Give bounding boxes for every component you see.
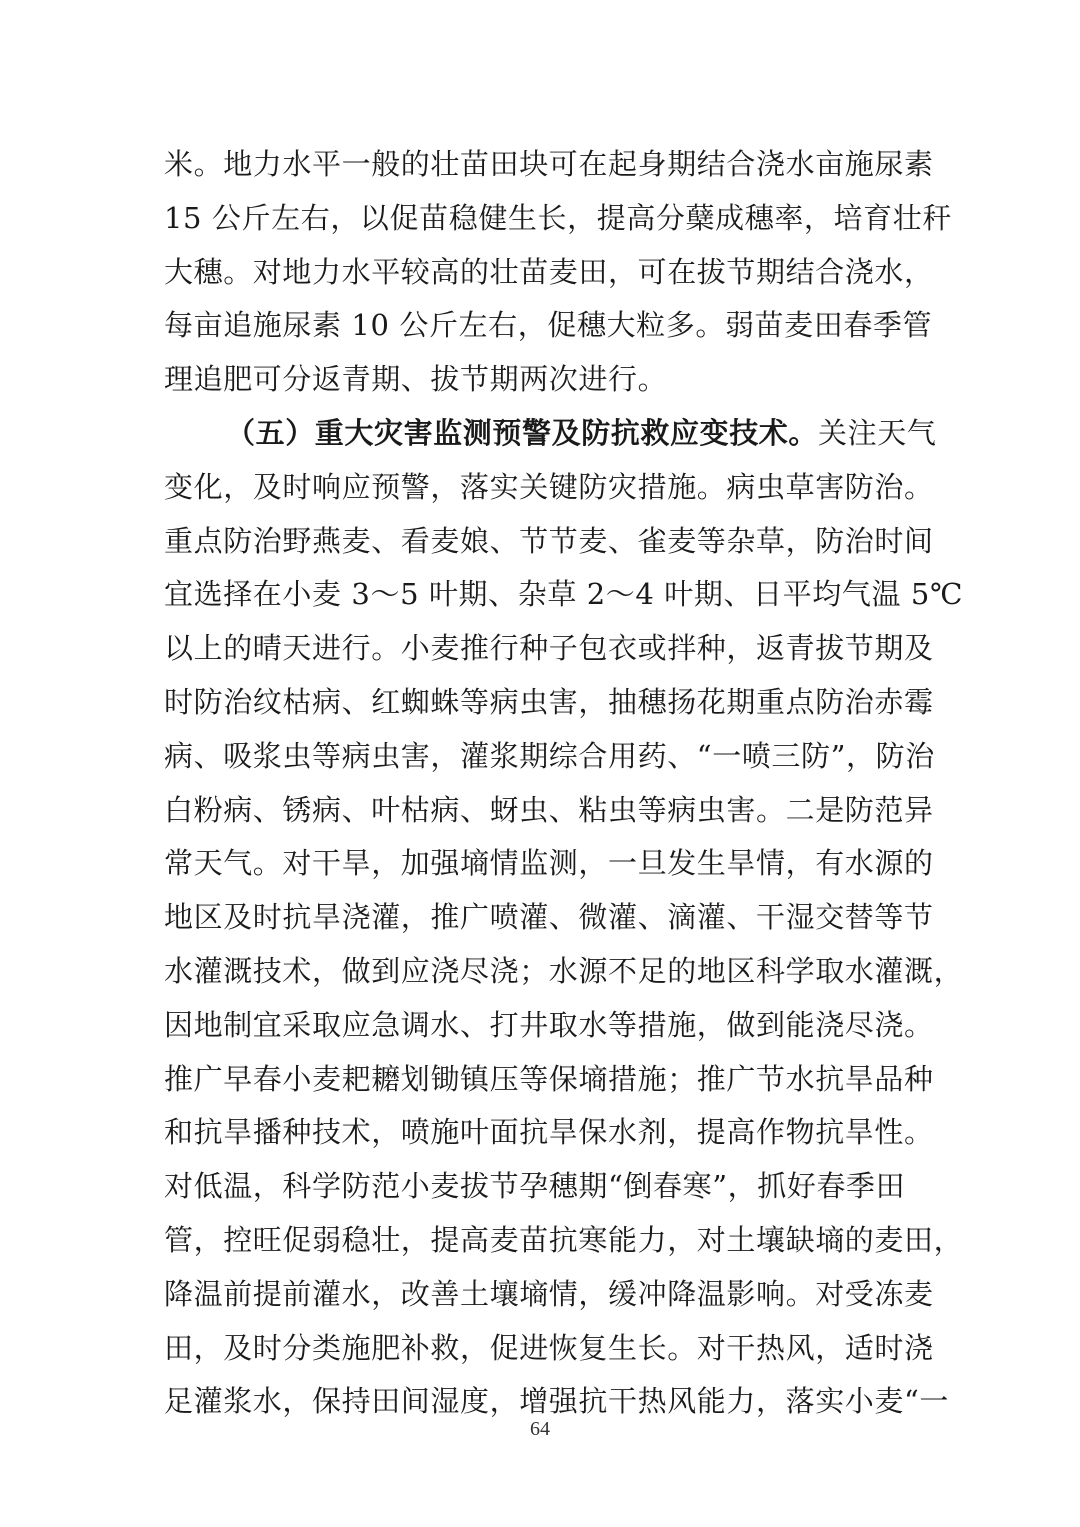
page-number: 64 <box>530 1418 550 1440</box>
text-line: 病、吸浆虫等病虫害，灌浆期综合用药、“一喷三防”，防治 <box>164 738 935 773</box>
text-line: 白粉病、锈病、叶枯病、蚜虫、粘虫等病虫害。二是防范异 <box>164 792 934 827</box>
text-line: 因地制宜采取应急调水、打井取水等措施，做到能浇尽浇。 <box>164 1007 934 1042</box>
text-line: 推广早春小麦耙耱划锄镇压等保墒措施；推广节水抗旱品种 <box>164 1061 934 1096</box>
text-line: 和抗旱播种技术，喷施叶面抗旱保水剂，提高作物抗旱性。 <box>164 1115 934 1150</box>
text-line: 米。地力水平一般的壮苗田块可在起身期结合浇水亩施尿素 <box>164 147 934 181</box>
text-line: 重点防治野燕麦、看麦娘、节节麦、雀麦等杂草，防治时间 <box>164 523 934 558</box>
text-line: 降温前提前灌水，改善土壤墒情，缓冲降温影响。对受冻麦 <box>164 1276 934 1311</box>
text-line: 以上的晴天进行。小麦推行种子包衣或拌种，返青拔节期及 <box>164 631 934 666</box>
text-line: 对低温，科学防范小麦拔节孕穗期“倒春寒”，抓好春季田 <box>164 1169 906 1204</box>
section-heading: （五）重大灾害监测预警及防抗救应变技术。 <box>226 415 819 450</box>
section-heading-tail: 关注天气 <box>818 415 937 450</box>
text-line: 田，及时分类施肥补救，促进恢复生长。对干热风，适时浇 <box>164 1330 934 1365</box>
text-line: 大穗。对地力水平较高的壮苗麦田，可在拔节期结合浇水， <box>164 254 934 289</box>
text-line: 常天气。对干旱，加强墒情监测，一旦发生旱情，有水源的 <box>164 846 934 881</box>
text-line: 足灌浆水，保持田间湿度，增强抗干热风能力，落实小麦“一 <box>164 1384 950 1419</box>
text-line: 变化，及时响应预警，落实关键防灾措施。病虫草害防治。 <box>164 469 934 504</box>
text-line: 理追肥可分返青期、拔节期两次进行。 <box>164 362 668 397</box>
section-heading-line <box>164 407 937 461</box>
text-line: 每亩追施尿素 10 公斤左右，促穗大粒多。弱苗麦田春季管 <box>164 308 933 343</box>
text-line: 时防治纹枯病、红蜘蛛等病虫害，抽穗扬花期重点防治赤霉 <box>164 684 934 719</box>
text-line: 15 公斤左右，以促苗稳健生长，提高分蘖成穗率，培育壮秆 <box>164 200 952 235</box>
text-line: 地区及时抗旱浇灌，推广喷灌、微灌、滴灌、干湿交替等节 <box>164 900 934 935</box>
text-line: 宜选择在小麦 3～5 叶期、杂草 2～4 叶期、日平均气温 5℃ <box>164 577 963 612</box>
text-line: 管，控旺促弱稳壮，提高麦苗抗寒能力，对土壤缺墒的麦田， <box>164 1222 964 1257</box>
body-text <box>164 138 964 1429</box>
text-line: 水灌溉技术，做到应浇尽浇；水源不足的地区科学取水灌溉， <box>164 953 964 988</box>
